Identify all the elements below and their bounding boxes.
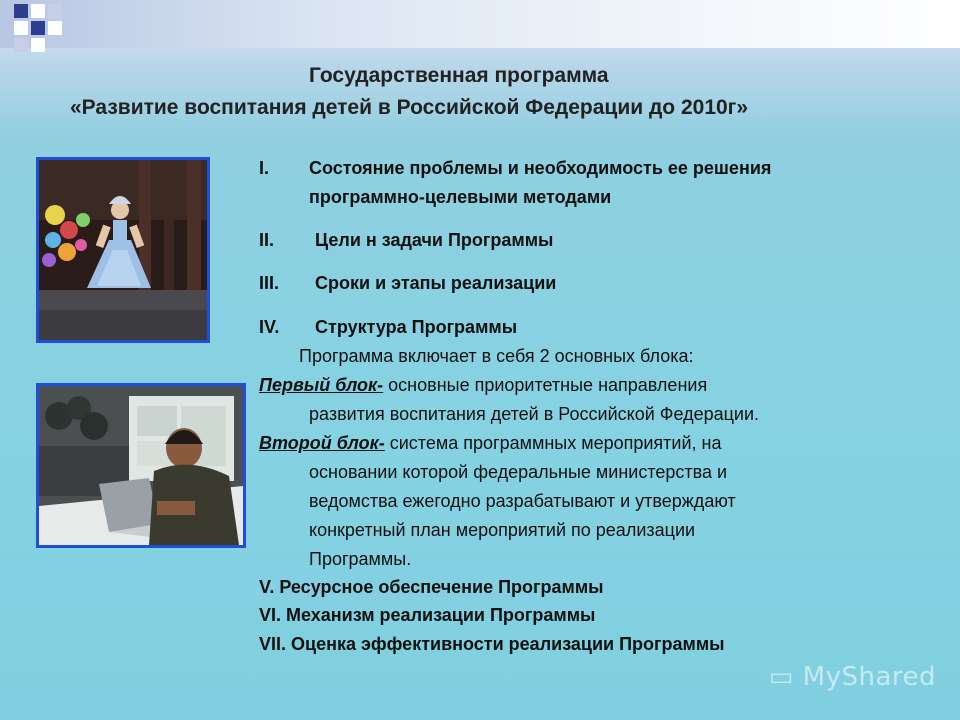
block-2-line-1: система программных мероприятий, на xyxy=(384,433,722,453)
section-2-number: II. xyxy=(259,230,275,250)
photo-boy-image xyxy=(39,386,243,545)
block-1-label: Первый блок- xyxy=(259,375,384,395)
section-1-line-2: программно-целевыми методами xyxy=(309,187,612,207)
section-4-text: Структура Программы xyxy=(315,317,518,337)
title-line-2: «Развитие воспитания детей в Российской Федерации до 2010г» xyxy=(70,96,749,119)
section-1-number: I. xyxy=(259,158,270,178)
block-1-line-2: развития воспитания детей в Российской Федерации. xyxy=(309,404,760,424)
watermark-text: MyShared xyxy=(802,662,936,692)
section-4-number: IV. xyxy=(259,317,280,337)
block-2 xyxy=(259,433,722,454)
blocks-intro: Программа включает в себя 2 основных блока: xyxy=(299,346,694,366)
section-7: VII. Оценка эффективности реализации Программы xyxy=(259,634,725,654)
block-2-line-3: ведомства ежегодно разрабатывают и утверждают xyxy=(309,491,736,511)
section-6: VI. Механизм реализации Программы xyxy=(259,605,596,625)
photo-girl-performance xyxy=(36,157,210,343)
block-2-label: Второй блок- xyxy=(259,433,385,453)
section-5: V. Ресурсное обеспечение Программы xyxy=(259,577,604,597)
block-2-line-5: Программы. xyxy=(309,549,412,569)
header-band xyxy=(0,0,960,48)
block-1-line-1: основные приоритетные направления xyxy=(383,375,708,395)
watermark xyxy=(769,662,936,692)
title-line-1: Государственная программа xyxy=(309,64,609,87)
block-1 xyxy=(259,375,707,396)
watermark-logo-icon: ▭ xyxy=(768,662,794,692)
decorative-squares xyxy=(0,0,80,60)
section-3-number: III. xyxy=(259,273,280,293)
section-3-text: Сроки и этапы реализации xyxy=(315,273,557,293)
section-2-text: Цели н задачи Программы xyxy=(315,230,554,250)
block-2-line-4: конкретный план мероприятий по реализации xyxy=(309,520,696,540)
photo-boy-laptop xyxy=(36,383,246,548)
photo-girl-image xyxy=(39,160,207,340)
block-2-line-2: основании которой федеральные министерства и xyxy=(309,462,728,482)
section-1-line-1: Состояние проблемы и необходимость ее решения xyxy=(309,158,772,178)
